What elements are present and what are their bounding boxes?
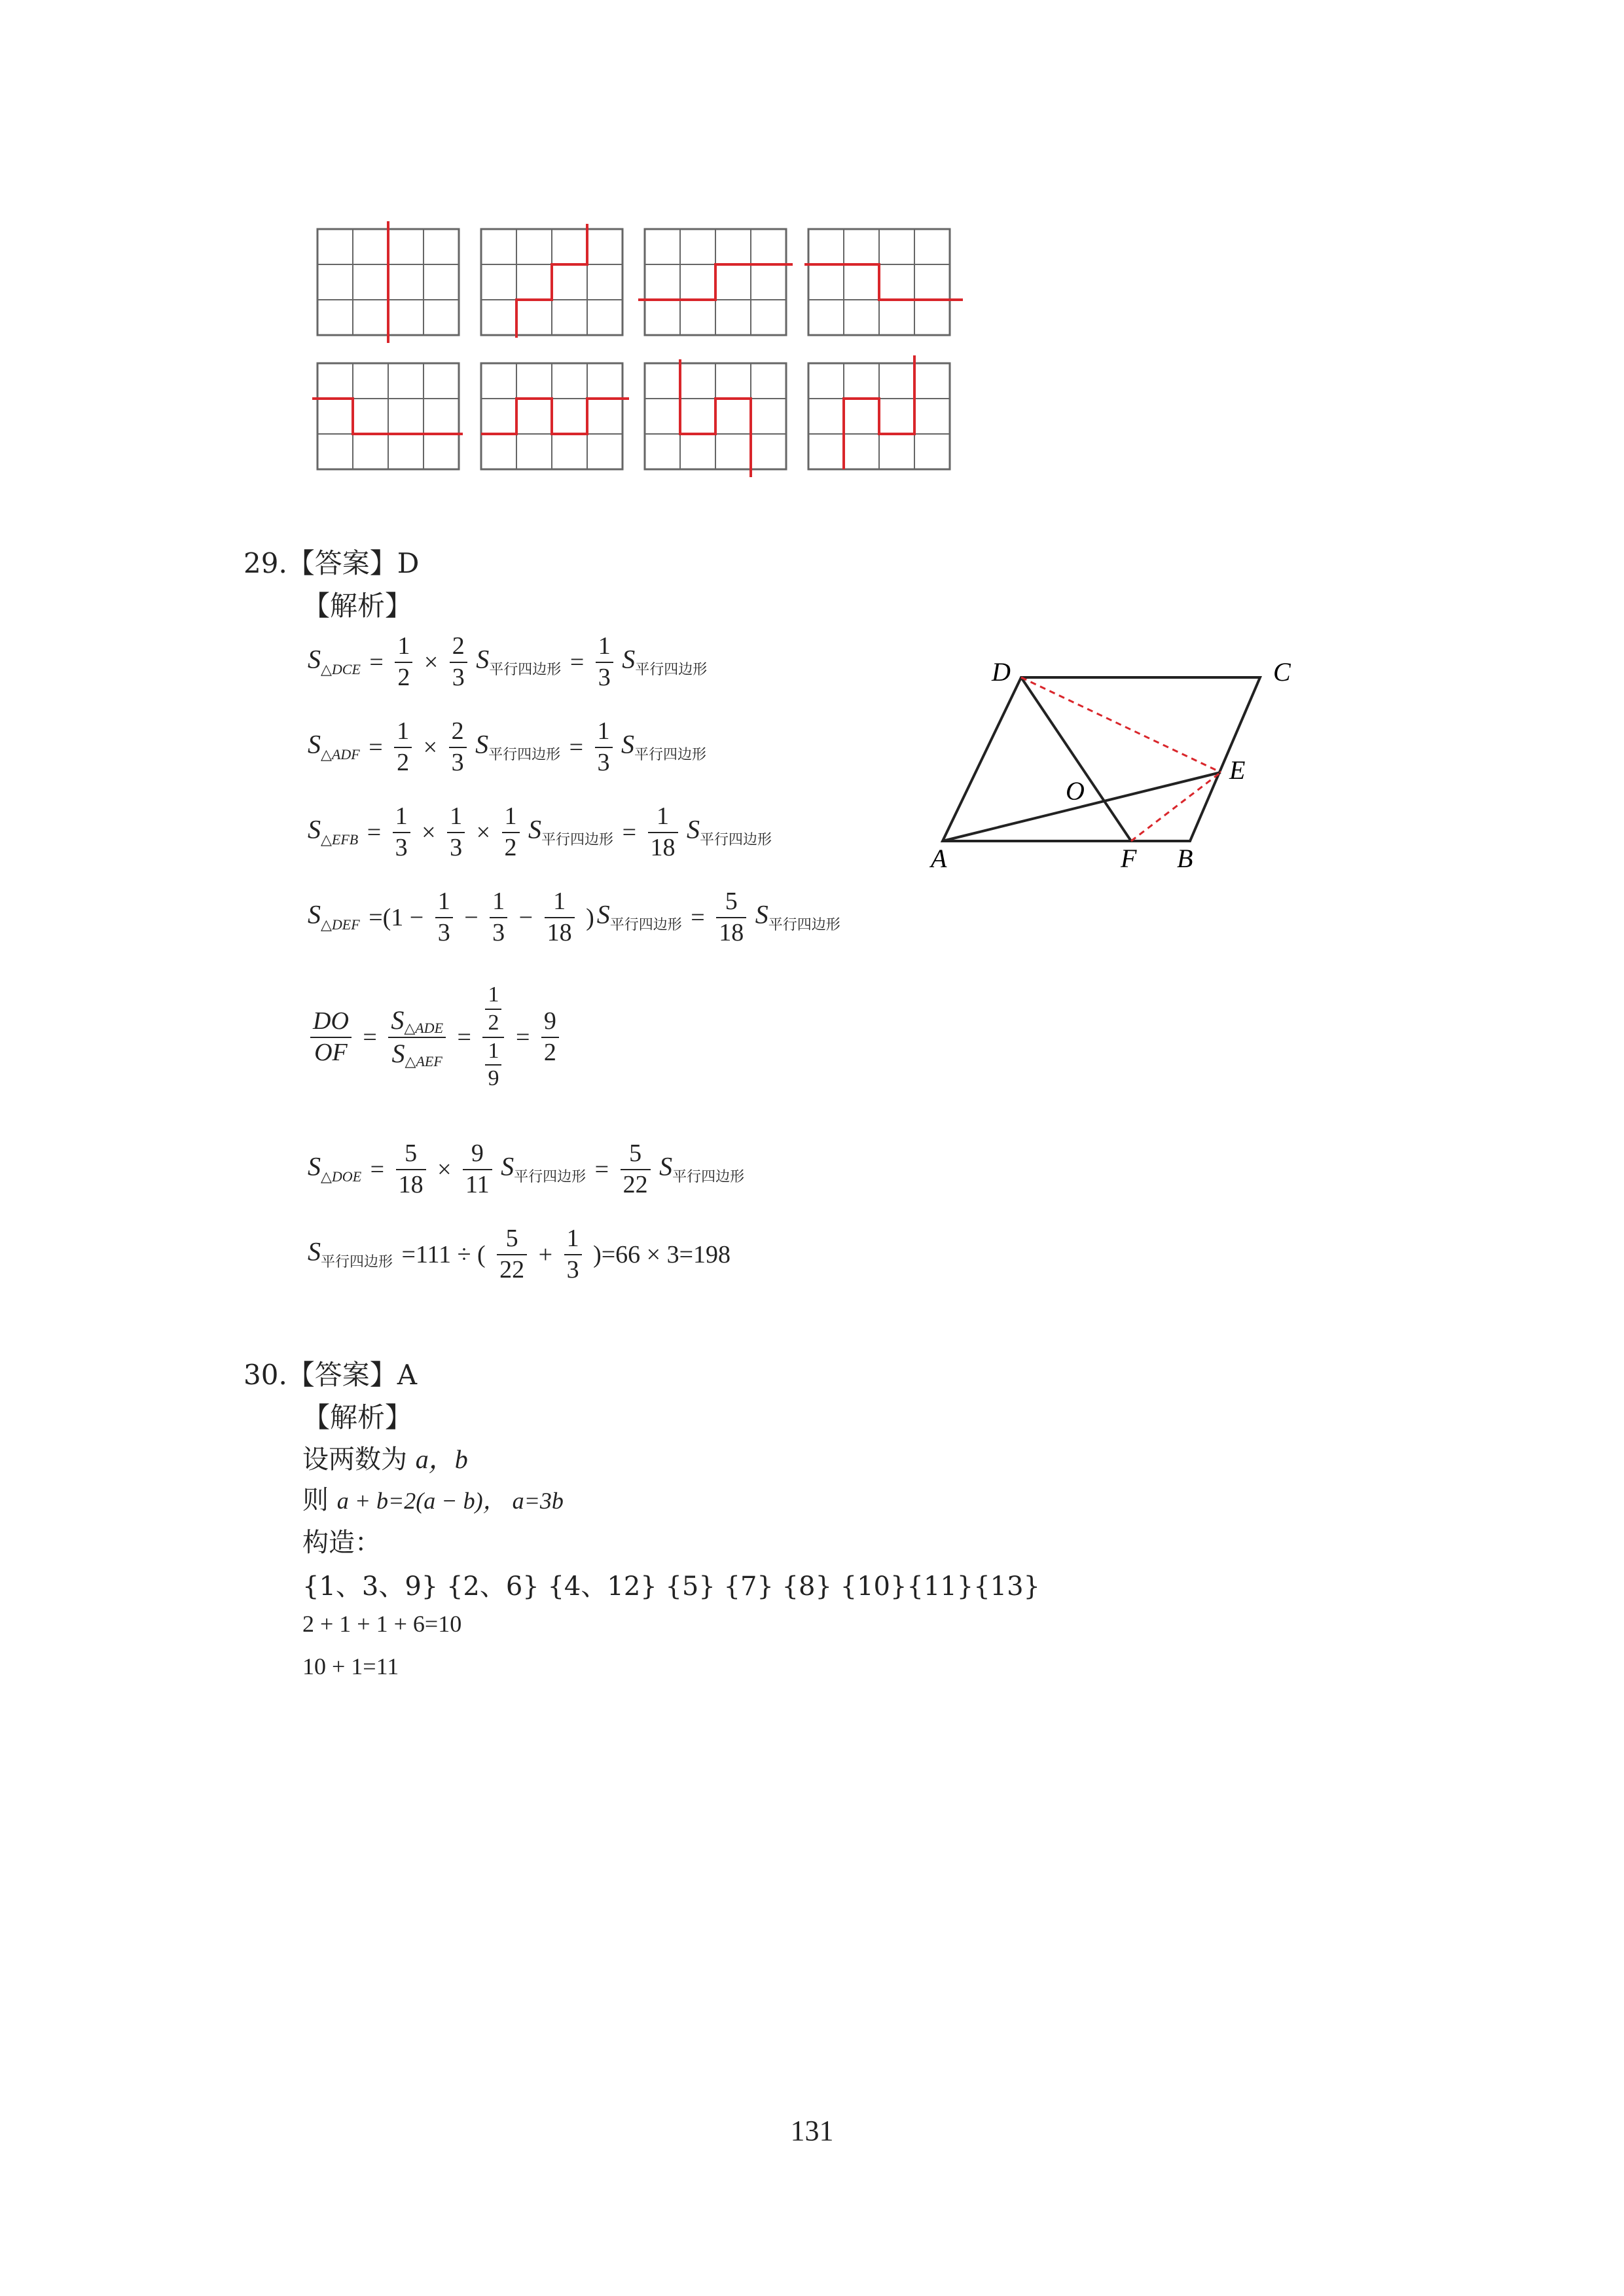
q30-line-3: 构造： (302, 1528, 381, 1558)
parallelogram-figure (916, 651, 1322, 880)
q30-line-6: 10 + 1=11 (302, 1653, 399, 1679)
label-a: A (931, 844, 947, 873)
q30-line-1: 设两数为 a，b (302, 1444, 468, 1475)
q29-answer-heading: 29.【答案】D (244, 547, 420, 579)
q29-formula-def: $S_{\triangle DEF} =(1$ − $\frac{1}{3}$ − $\frac{1}{3}$ − $\frac{1}{18}$ ) $S_{平行四边形}$ = $\frac{5}{18}$ $S_{平行四边形}$ (308, 888, 840, 946)
q30-answer-heading: 30.【答案】A (244, 1359, 418, 1391)
q29-formula-efb: $S_{\triangle EFB}$ = $\frac{1}{3}$ × $\frac{1}{3}$ × $\frac{1}{2}$ $S_{平行四边形}$ = $\frac{1}{18}$ $S_{平行四边形}$ (308, 802, 772, 861)
grid-cut-diagrams (308, 216, 975, 484)
page-number: 131 (790, 2115, 834, 2147)
q29-analysis-heading: 【解析】 (302, 590, 413, 622)
label-o: O (1066, 776, 1085, 806)
grid-6 (481, 363, 629, 469)
label-d: D (992, 657, 1011, 687)
label-f: F (1121, 844, 1137, 873)
grid-2 (481, 224, 623, 338)
q29-formula-total: $S_{平行四边形} =111$ ÷ ( $\frac{5}{22}$ + $\frac{1}{3}$ )=66 × 3=198 (308, 1225, 731, 1283)
grid-8 (808, 355, 950, 469)
q29-formula-dce: $S_{\triangle DCE}$ = $\frac{1}{2}$ × $\frac{2}{3}$ $S_{平行四边形}$ = $\frac{1}{3}$ $S_{平行四边形}$ (308, 632, 708, 691)
grid-5 (312, 363, 463, 469)
grid-4 (804, 229, 963, 335)
label-c: C (1273, 657, 1291, 687)
q30-analysis-heading: 【解析】 (302, 1401, 413, 1433)
q30-line-4: {1、3、9} {2、6} {4、12} {5} {7} {8} {10}{11}{13} (302, 1571, 1041, 1602)
grid-1 (317, 221, 459, 343)
q29-formula-doe: $S_{\triangle DOE}$ = $\frac{5}{18}$ × $\frac{9}{11}$ $S_{平行四边形}$ = $\frac{5}{22}$ $S_{平行四边形}$ (308, 1139, 745, 1198)
label-e: E (1229, 755, 1246, 785)
q30-line-2: 则 a + b=2(a − b)， a=3b (302, 1485, 564, 1515)
q29-formula-ratio: $\frac{DO}{OF}$ = $\frac{\text{S△ADE}}{\text{S△AEF}}$ = $\frac{\frac{1}{2}}{\frac{1}{9}}$ = $\frac{9}{2}$ (308, 982, 562, 1092)
grid-3 (638, 229, 793, 335)
q30-line-5: 2 + 1 + 1 + 6=10 (302, 1611, 462, 1637)
label-b: B (1177, 844, 1193, 873)
grid-7 (645, 359, 786, 477)
q29-formula-adf: $S_{\triangle ADF}$ = $\frac{1}{2}$ × $\frac{2}{3}$ $S_{平行四边形}$ = $\frac{1}{3}$ $S_{平行四边形}$ (308, 717, 707, 776)
